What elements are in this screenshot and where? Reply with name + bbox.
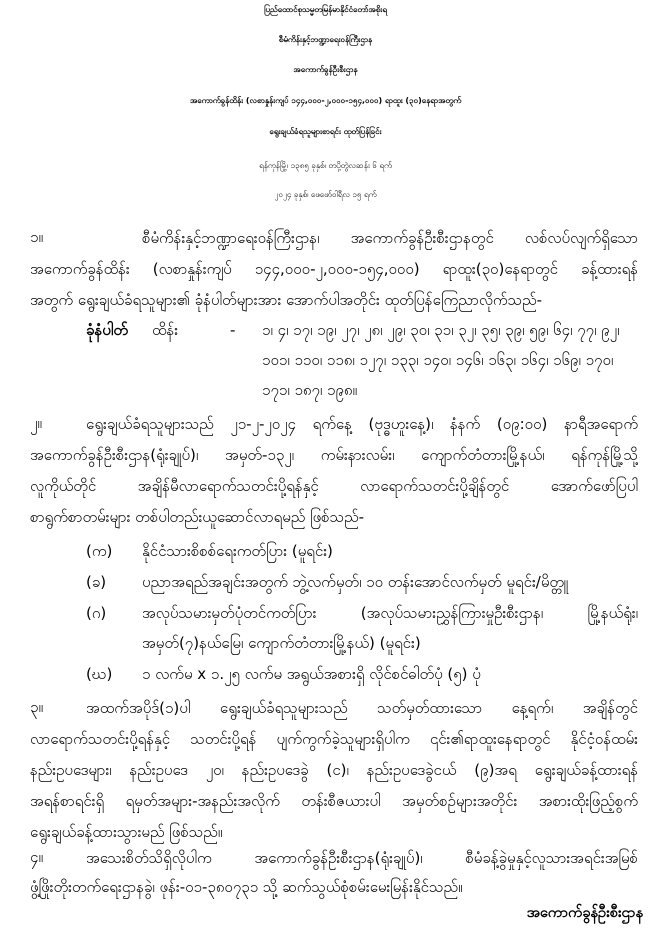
para1-line1: စီမံကိန်းနှင့်ဘဏ္ဍာရေးဝန်ကြီးဌာန၊ အကောက်ခွန်ဦးစီးဌာနတွင် လစ်လပ်လျက်ရှိသော: [142, 229, 638, 247]
item-text-ka: နိုင်ငံသားစိစစ်ရေးကတ်ပြား (မူရင်း): [142, 542, 333, 560]
item-label-ga: (ဂ): [86, 604, 107, 622]
header-ministry: စီမံကိန်းနှင့်ဘဏ္ဍာရေးဝန်ကြီးဌာန: [278, 35, 373, 44]
roll-number-list-line1: ၁၊ ၄၊ ၁၇၊ ၁၉၊ ၂၇၊ ၂၈၊ ၂၉၊ ၃၀၊ ၃၁၊ ၃၂၊ ၃၅၊ ၃၉၊ ၅၉၊ ၆၄၊ ၇၇၊ ၉၂၊: [262, 321, 620, 339]
para3-line2: လာရောက်သတင်းပို့ရန်နှင့် သတင်းပို့ရန် ပျက်ကွက်ခဲ့သူများရှိပါက ၎င်း၏ရာထူးနေရာတွင် နိုင်ငံ့ဝန်ထမ်း: [30, 730, 638, 748]
para1-line3: အတွက် ရွေးချယ်ခံရသူများ၏ ခုံနံပါတ်များအား အောက်ပါအတိုင်း ထုတ်ပြန်ကြေညာလိုက်သည်-: [30, 291, 543, 309]
roll-number-post: ထိန်း: [152, 321, 179, 339]
para1-line2: အကောက်ခွန်ထိန်း (လစာနှုန်းကျပ် ၁၄၄,၀၀၀-၂,၀၀၀-၁၅၄,၀၀၀) ရာထူး(၃၀)နေရာတွင် ခန့်ထားရန်: [30, 260, 638, 278]
para2-line1: ရွေးချယ်ခံရသူများသည် ၂၁-၂-၂၀၂၄ ရက်နေ့ (ဗုဒ္ဓဟူးနေ့)၊ နံနက် (၀၉:၀၀) နာရီအရောက်: [86, 415, 638, 433]
para3-line3: နည်းဥပဒေများ၊ နည်းဥပဒေ ၂၀၊ နည်းဥပဒေခွဲ (င)၊ နည်းဥပဒေခွဲငယ် (၉)အရ ရွေးချယ်ခန့်ထားရန်: [30, 761, 638, 779]
item-text-ga-continued: အမှတ်(၇)နယ်မြေ၊ ကျောက်တံတားမြို့နယ်) (မူရင်း): [142, 634, 421, 652]
para4-line1: အသေးစိတ်သိရှိလိုပါက အကောက်ခွန်ဦးစီးဌာန(ရုံးချုပ်)၊ စီမံခန့်ခွဲမှုနှင့်လူသားအရင်းအမြစ်: [86, 849, 638, 867]
date-myanmar: ရန်ကုန်မြို့၊ ၁၃၈၅ ခုနှစ်၊ တပို့တွဲလဆန်း ၆ ရက်: [259, 161, 392, 170]
para4-number: ၄။: [30, 848, 43, 866]
item-label-ka: (က): [86, 542, 113, 560]
item-text-ga: အလုပ်သမားမှတ်ပုံတင်ကတ်ပြား (အလုပ်သမားညွှန်ကြားမှုဦးစီးဌာန၊ မြို့နယ်ရုံး၊: [142, 604, 638, 622]
para3-line4: အရန်စာရင်းရှိ ရမှတ်အများ-အနည်းအလိုက် တန်းစီဇယားပါ အမှတ်စဉ်များအတိုင်း အစားထိုးဖြည့်စွက်: [30, 792, 638, 810]
para2-line2: အကောက်ခွန်ဦးစီးဌာန(ရုံးချုပ်)၊ အမှတ်-၁၃၂၊ ကမ်းနားလမ်း၊ ကျောက်တံတားမြို့နယ်၊ ရန်ကုန်မြို့သို့: [30, 446, 638, 464]
header-government: ပြည်ထောင်စုသမ္မတမြန်မာနိုင်ငံတော်အစိုးရ: [264, 5, 387, 14]
para3-number: ၃။: [30, 698, 43, 716]
roll-number-list-line3: ၁၇၁၊ ၁၈၇၊ ၁၉၈။: [262, 381, 358, 399]
roll-number-label: ခုံနံပါတ်: [86, 321, 128, 339]
para4-line2: ဖွံ့ဖြိုးတိုးတက်ရေးဌာနခွဲ၊ ဖုန်း-၀၁-၃၈၀၇၃၁ သို့ ဆက်သွယ်စုံစမ်းမေးမြန်းနိုင်သည်။: [30, 878, 463, 896]
header-title: အကောက်ခွန်ထိန်း (လစာနှုန်းကျပ် ၁၄၄,၀၀၀-၂,၀၀၀-၁၅၄,၀၀၀) ရာထူး (၃၀)နေရာအတွက်: [189, 96, 462, 105]
header-subtitle: ရွေးချယ်ခံရသူများစာရင်း ထုတ်ပြန်ခြင်း: [269, 127, 382, 136]
header-department: အကောက်ခွန်ဦးစီးဌာန: [293, 65, 358, 74]
para1-number: ၁။: [30, 228, 43, 246]
para3-line1: အထက်အပိုဒ်(၁)ပါ ရွေးချယ်ခံရသူများသည် သတ်မှတ်ထားသော နေ့ရက်၊ အချိန်တွင်: [86, 699, 638, 717]
item-label-kha: (ခ): [86, 573, 107, 591]
para2-line4: စာရွက်စာတမ်းများ တစ်ပါတည်းယူဆောင်လာရမည် ဖြစ်သည်-: [30, 508, 365, 526]
roll-number-list-line2: ၁၀၁၊ ၁၁၀၊ ၁၁၈၊ ၁၂၇၊ ၁၃၃၊ ၁၄၀၊ ၁၄၆၊ ၁၆၃၊ ၁၆၄၊ ၁၆၉၊ ၁၇၀၊: [262, 351, 614, 369]
para3-line5: ရွေးချယ်ခန့်ထားသွားမည် ဖြစ်သည်။: [30, 823, 223, 841]
date-gregorian: ၂၀၂၄ ခုနှစ်၊ ဖေဖော်ဝါရီလ ၁၅ ရက်: [274, 190, 377, 199]
para2-line3: လူကိုယ်တိုင် အချိန်မီလာရောက်သတင်းပို့ရန်နှင့် လာရောက်သတင်းပို့ချိန်တွင် အောက်ဖော်ပြပါ: [30, 477, 638, 495]
roll-number-dash: -: [230, 321, 236, 339]
item-label-gha: (ဃ): [86, 665, 113, 683]
para2-number: ၂။: [30, 414, 42, 432]
item-text-kha: ပညာအရည်အချင်းအတွက် ဘွဲ့လက်မှတ်၊ ၁၀ တန်းအောင်လက်မှတ် မူရင်း/မိတ္တူ: [142, 573, 569, 591]
item-text-gha: ၁ လက်မ x ၁.၂၅ လက်မ အရွယ်အစားရှိ လိုင်စင်ဓါတ်ပုံ (၅) ပုံ: [142, 665, 481, 683]
signature-department: အကောက်ခွန်ဦးစီးဌာန: [526, 905, 643, 921]
